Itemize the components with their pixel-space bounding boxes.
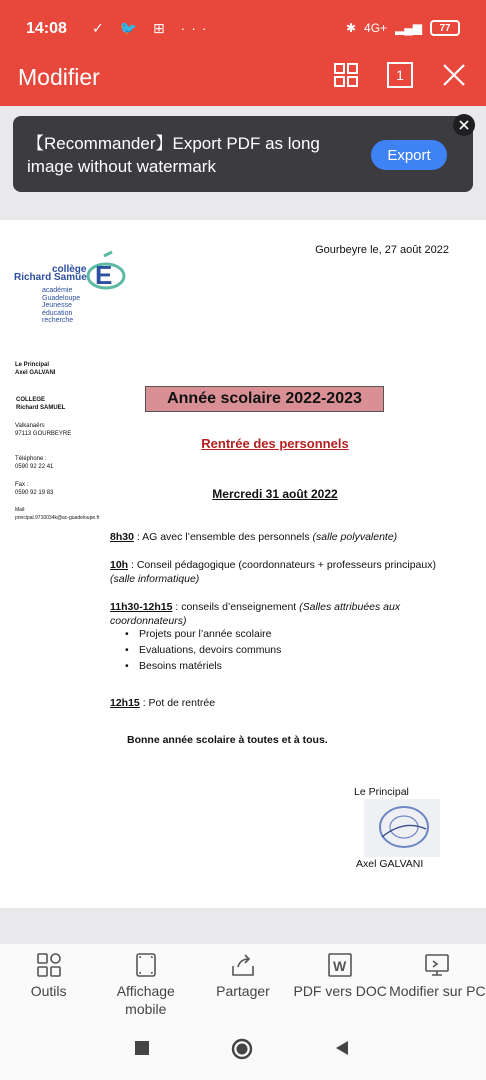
college-label: COLLEGE (16, 397, 46, 403)
network-label: 4G+ (364, 21, 388, 35)
document-title: Année scolaire 2022-2023 (145, 386, 384, 412)
address-line1: Valkanaërs (15, 423, 45, 429)
mail-label: Mail: (15, 507, 26, 513)
schedule-time: 12h15 (110, 697, 140, 709)
mobile-view-icon (133, 952, 159, 978)
sender-name: Axel GALVANI (15, 369, 56, 376)
tool-pdf-vers-doc[interactable] (292, 944, 389, 1022)
home-icon[interactable] (231, 1038, 253, 1060)
mail-block (15, 507, 100, 522)
promo-banner (13, 116, 473, 192)
back-icon[interactable] (334, 1040, 350, 1056)
document-day: Mercredi 31 août 2022 (212, 487, 338, 501)
tool-label: Outils (30, 983, 67, 999)
navigation-bar (0, 1022, 486, 1080)
bullet-list (125, 626, 281, 674)
schedule-item (110, 558, 440, 586)
schedule-time: 11h30-12h15 (110, 601, 173, 613)
bluetooth-icon: ✱ (345, 21, 357, 35)
list-item: • Projets pour l’année scolaire (125, 626, 281, 642)
schedule-note: (Salles attribuées aux coordonnateurs) (110, 601, 401, 627)
svg-text:W: W (333, 958, 347, 974)
export-button[interactable]: Export (371, 140, 447, 170)
schedule-text: : Pot de rentrée (139, 697, 216, 709)
tool-label: PDF vers DOC (293, 983, 387, 999)
logo-line1: collège (52, 264, 87, 275)
top-bar (0, 0, 486, 106)
share-icon (230, 952, 256, 978)
tool-affichage-mobile[interactable] (97, 944, 194, 1022)
pc-edit-icon (424, 952, 450, 978)
schedule-item (110, 530, 440, 544)
status-right (346, 20, 460, 36)
mail-value: principal.9710034k@ac-guadeloupe.fr (15, 514, 100, 521)
notification-icons: ✓ 🐦 ⊞ ··· (92, 20, 213, 36)
fax-label: Fax : (15, 482, 29, 488)
document-subtitle: Rentrée des personnels (201, 436, 349, 451)
schedule-note: (salle informatique) (110, 573, 200, 585)
college-logo (12, 250, 127, 324)
phone-block (15, 456, 53, 471)
signal-icon: ▂▄▆ (395, 21, 422, 35)
phone-value: 0590 92 22 41 (15, 463, 54, 470)
schedule-text: : conseils d’enseignement (172, 601, 300, 613)
svg-text:E: E (95, 260, 113, 290)
college-name: Richard SAMUEL (16, 404, 66, 411)
fax-value: 0590 92 19 83 (15, 489, 54, 496)
close-icon[interactable] (441, 62, 467, 88)
recent-apps-icon[interactable] (134, 1040, 150, 1056)
schedule-time: 10h (110, 559, 129, 571)
tool-label: Partager (216, 983, 270, 999)
tool-label: Affichage mobile (116, 983, 175, 1017)
tools-icon (36, 952, 62, 978)
tool-modifier-sur-pc[interactable] (389, 944, 486, 1022)
sender-block (15, 362, 55, 377)
list-item: • Evaluations, devoirs communs (125, 642, 281, 658)
bottom-toolbar (0, 944, 486, 1022)
list-item: • Besoins matériels (125, 658, 281, 674)
logo-line2: Richard Samuel (14, 272, 90, 283)
schedule-item (110, 600, 440, 628)
schedule-note: (salle polyvalente) (312, 531, 398, 543)
schedule-item (110, 696, 440, 710)
schedule-time: 8h30 (110, 531, 134, 543)
sender-role: Le Principal (15, 362, 50, 368)
page-title: Modifier (18, 64, 100, 90)
logo-line3: académie Guadeloupe Jeunesse éducation recherche (42, 287, 81, 325)
schedule-text: : AG avec l’ensemble des personnels (133, 531, 313, 543)
grid-view-icon[interactable] (333, 62, 359, 88)
signature-name: Axel GALVANI (356, 858, 424, 870)
tool-partager[interactable] (194, 944, 291, 1022)
schedule-text: : Conseil pédagogique (coordonnateurs + professeurs principaux) (128, 559, 436, 571)
banner-close-icon[interactable] (453, 114, 475, 136)
word-doc-icon (327, 952, 353, 978)
battery-icon: 77 (430, 20, 460, 36)
status-bar (0, 0, 486, 56)
college-block (16, 397, 65, 412)
page-count-button[interactable]: 1 (387, 62, 413, 88)
tool-label: Modifier sur PC (389, 983, 486, 999)
address-line2: 97113 GOURBEYRE (15, 430, 72, 437)
banner-text: 【Recommander】Export PDF as long image without watermark (27, 134, 320, 176)
closing-text: Bonne année scolaire à toutes et à tous. (127, 734, 328, 746)
phone-label: Téléphone : (15, 456, 47, 462)
logo-e-icon (84, 250, 126, 292)
document-page[interactable] (0, 220, 486, 908)
signature-role: Le Principal (354, 786, 409, 798)
stamp-icon (364, 799, 440, 857)
status-time: 14:08 (26, 20, 67, 37)
tool-outils[interactable] (0, 944, 97, 1022)
document-date: Gourbeyre le, 27 août 2022 (315, 244, 449, 256)
